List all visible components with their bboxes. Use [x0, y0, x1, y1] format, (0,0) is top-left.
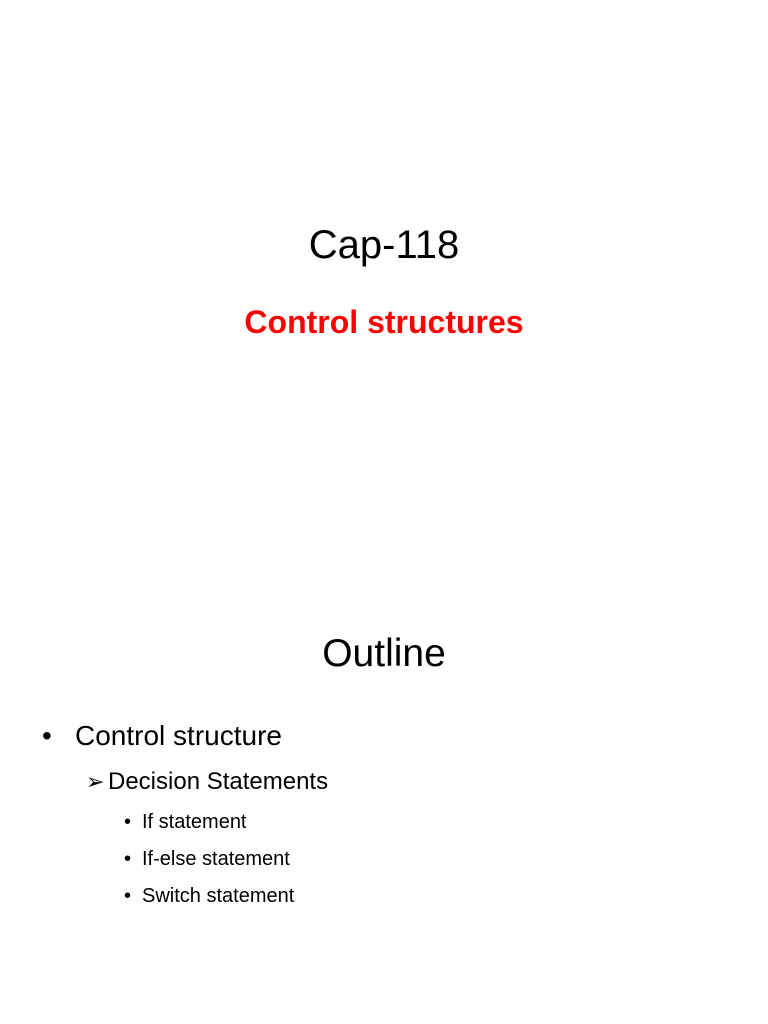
slide-title: Cap-118: [308, 223, 460, 267]
outline-subsubitem-if-else: [124, 846, 290, 872]
outline-subsubitem-if: [124, 809, 247, 835]
arrow-bullet-icon: ➢: [86, 769, 105, 794]
outline-subsubitem-label: If-else statement: [142, 848, 290, 870]
outline-subsubitem-label: Switch statement: [142, 885, 295, 907]
outline-item-label: Control structure: [75, 720, 282, 751]
outline-title: Outline: [322, 632, 446, 675]
bullet-dot-icon: •: [42, 720, 52, 751]
outline-subitem-label: Decision Statements: [108, 768, 329, 795]
bullet-dot-icon: •: [124, 848, 132, 870]
outline-item-control-structure: [42, 718, 282, 754]
outline-subsubitem-switch: [124, 883, 294, 909]
outline-subsubitem-label: If statement: [142, 811, 247, 833]
outline-subitem-decision-statements: [86, 766, 328, 798]
slide-subtitle: Control structures: [244, 304, 524, 340]
outline-slide: [0, 512, 768, 1024]
bullet-dot-icon: •: [124, 811, 132, 833]
bullet-dot-icon: •: [124, 885, 132, 907]
